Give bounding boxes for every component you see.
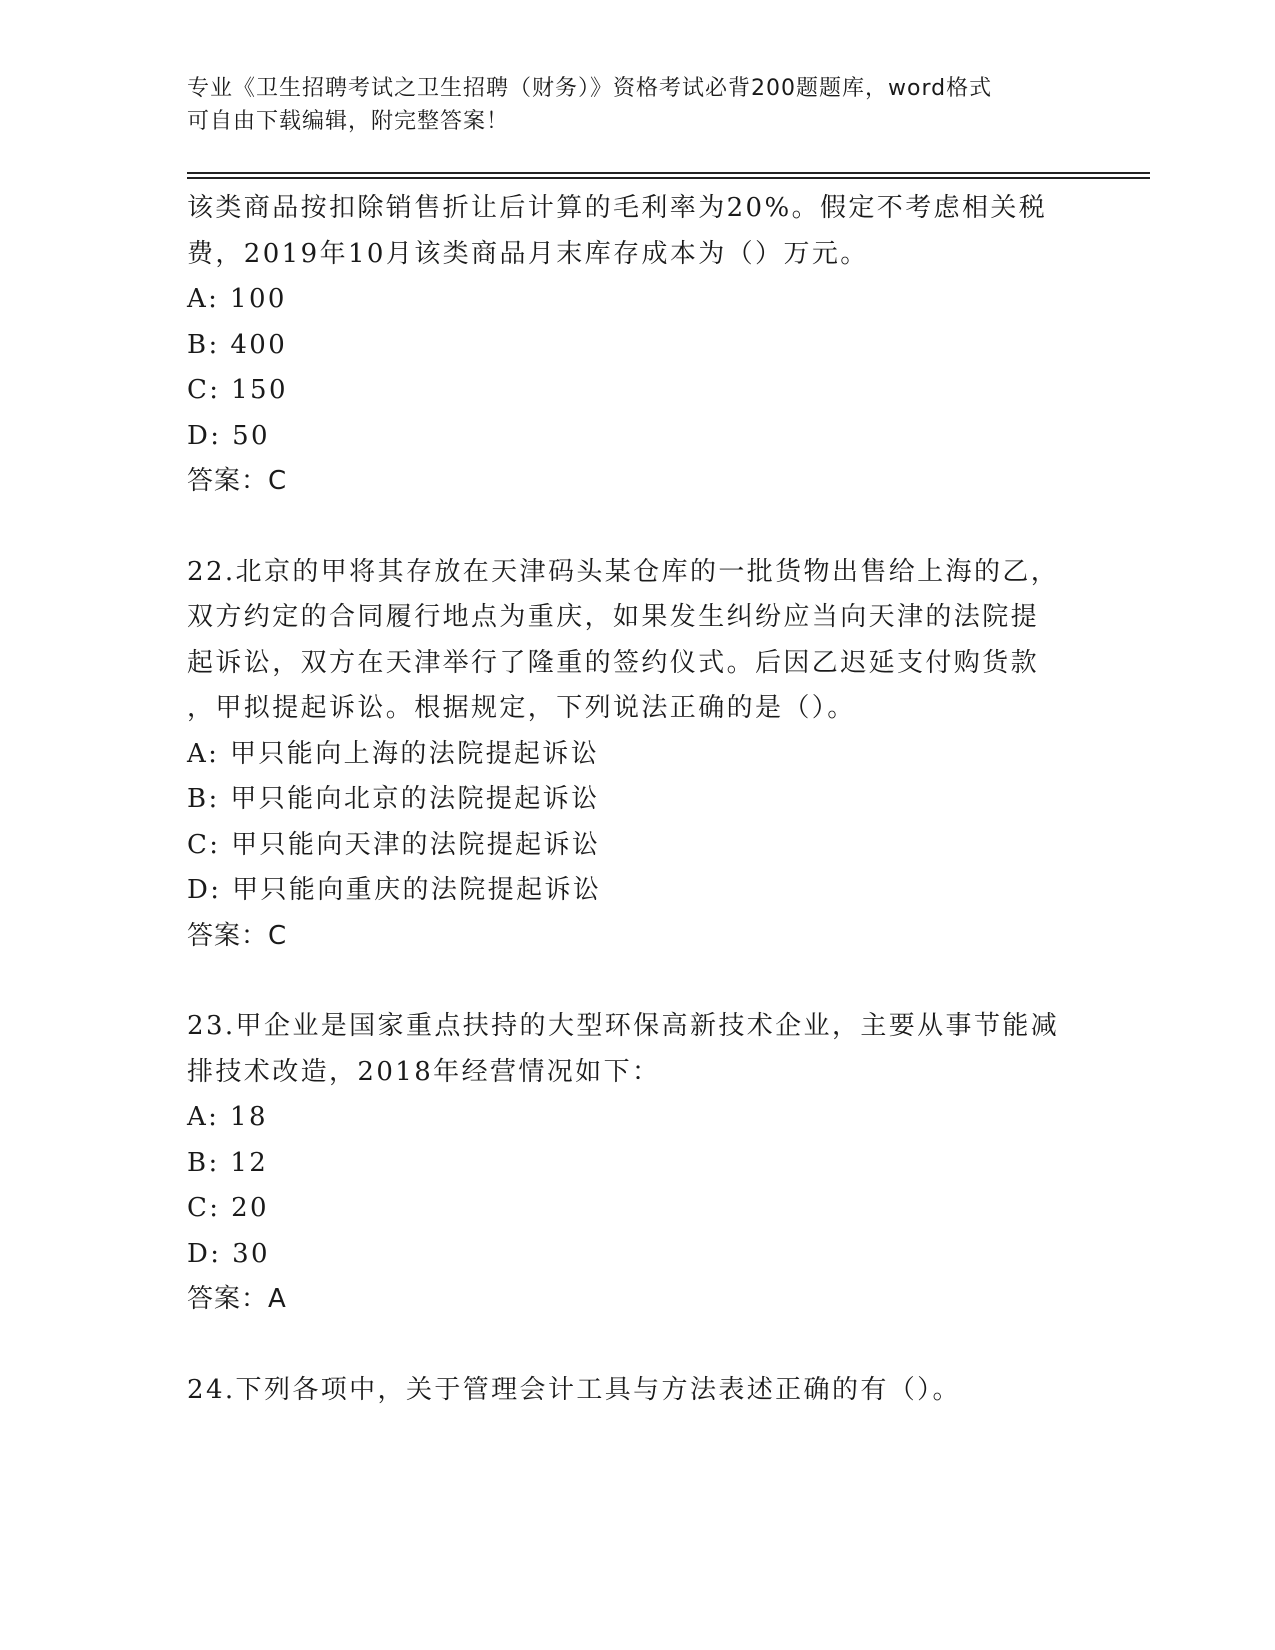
spacer	[187, 1323, 1067, 1368]
option-c: C: 150	[187, 375, 288, 405]
option-b: B: 12	[187, 1147, 269, 1178]
question-text-line: ，甲拟提起诉讼。根据规定，下列说法正确的是（）。	[187, 693, 856, 723]
header-divider-top	[187, 172, 1150, 174]
answer: 答案：A	[187, 1284, 287, 1314]
question-text-line: 该类商品按扣除销售折让后计算的毛利率为20%。假定不考虑相关税	[187, 193, 1048, 223]
question-text-line: 费，2019年10月该类商品月末库存成本为（）万元。	[187, 238, 869, 269]
option-a: A: 甲只能向上海的法院提起诉讼	[187, 738, 600, 769]
option-d: D: 甲只能向重庆的法院提起诉讼	[187, 875, 602, 905]
option-b: B: 甲只能向北京的法院提起诉讼	[187, 784, 600, 814]
header-title-line-2: 可自由下载编辑，附完整答案！	[187, 109, 510, 134]
option-a: A: 18	[187, 1102, 268, 1132]
question-21	[187, 186, 1067, 505]
option-c: C: 甲只能向天津的法院提起诉讼	[187, 829, 601, 860]
option-d: D: 30	[187, 1238, 270, 1269]
answer: 答案：C	[187, 466, 288, 496]
option-c: C: 20	[187, 1193, 270, 1223]
question-text-line: 24.下列各项中，关于管理会计工具与方法表述正确的有（）。	[187, 1374, 961, 1405]
answer: 答案：C	[187, 920, 288, 951]
spacer	[187, 505, 1067, 550]
question-text-line: 23.甲企业是国家重点扶持的大型环保高新技术企业，主要从事节能减	[187, 1011, 1060, 1041]
question-list	[187, 186, 1067, 1413]
option-a: A: 100	[187, 284, 287, 314]
option-b: B: 400	[187, 329, 288, 360]
question-23	[187, 1004, 1067, 1323]
question-text-line: 排技术改造，2018年经营情况如下：	[187, 1056, 661, 1087]
question-24	[187, 1368, 1067, 1414]
document-header	[187, 72, 1067, 138]
option-d: D: 50	[187, 420, 270, 451]
question-22	[187, 550, 1067, 960]
question-text-line: 22.北京的甲将其存放在天津码头某仓库的一批货物出售给上海的乙，	[187, 556, 1060, 587]
question-text-line: 双方约定的合同履行地点为重庆，如果发生纠纷应当向天津的法院提	[187, 602, 1040, 632]
spacer	[187, 959, 1067, 1004]
header-title-line-1: 专业《卫生招聘考试之卫生招聘（财务）》资格考试必背200题题库，word格式	[187, 76, 993, 101]
header-divider-bottom	[187, 177, 1150, 179]
question-text-line: 起诉讼，双方在天津举行了隆重的签约仪式。后因乙迟延支付购货款	[187, 647, 1040, 678]
